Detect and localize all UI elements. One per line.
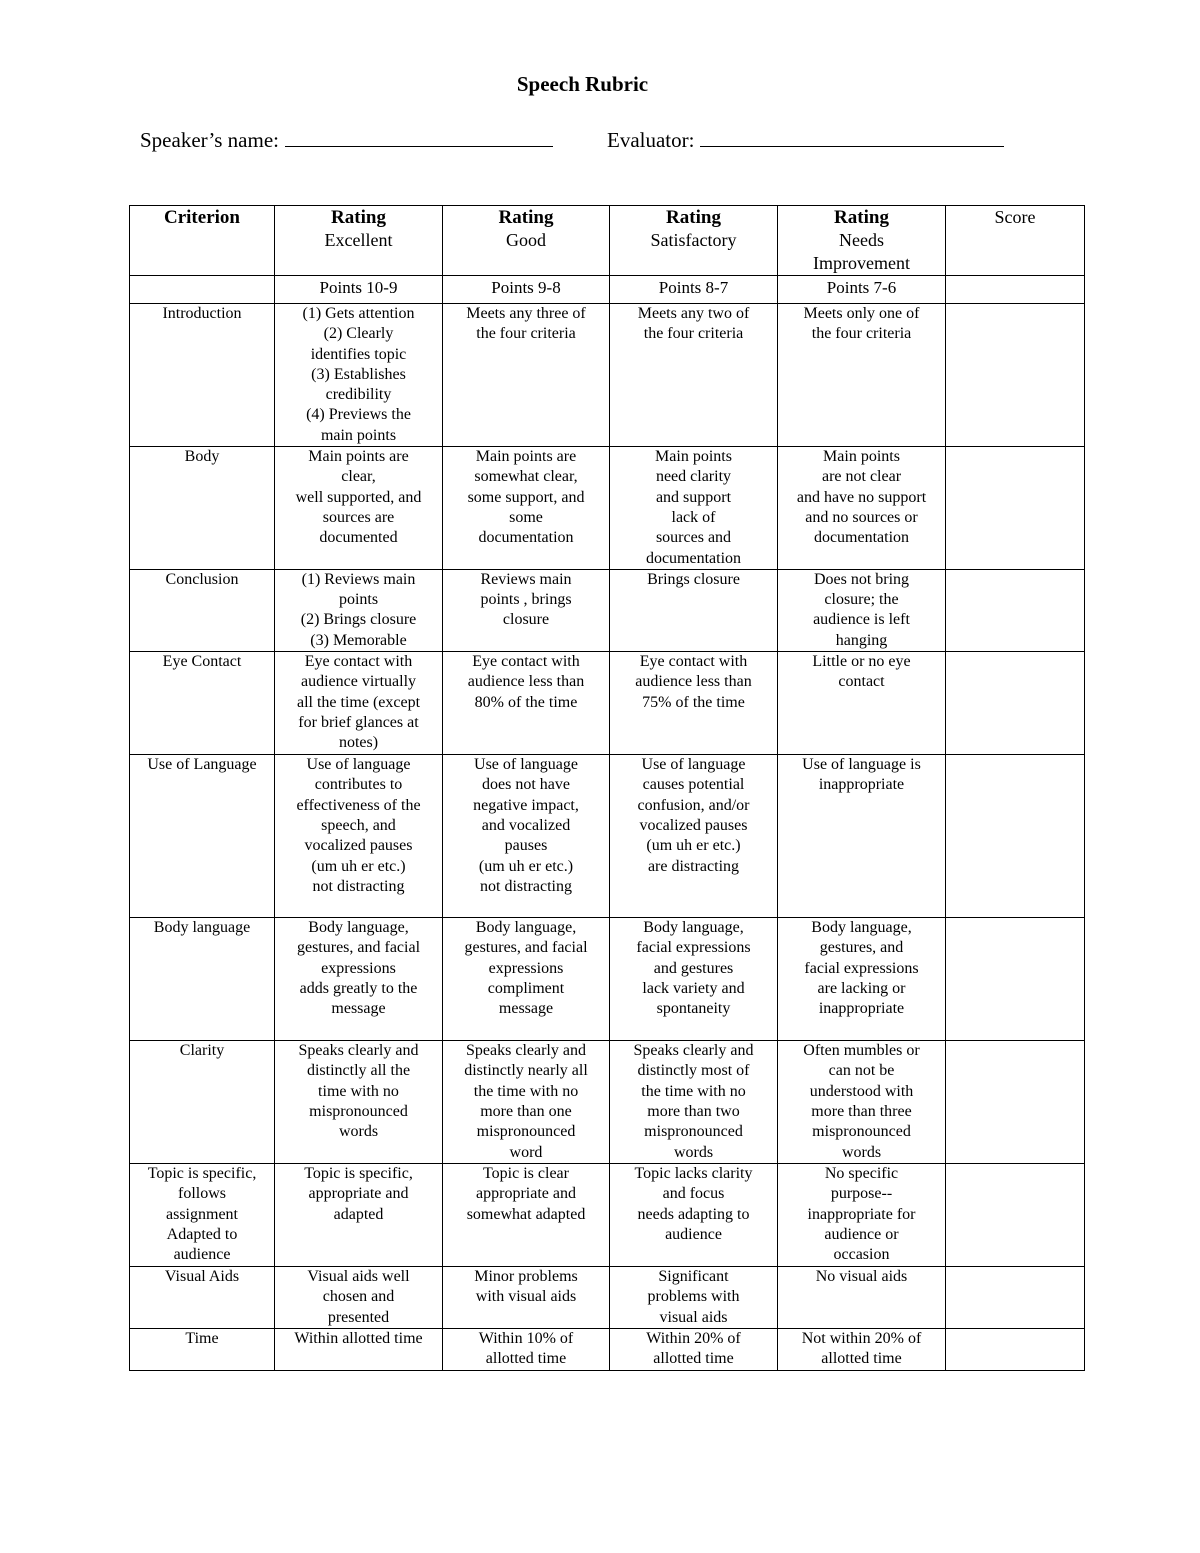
rating-cell-needs-improvement (778, 447, 946, 570)
score-cell[interactable] (946, 1164, 1085, 1267)
rubric-table (129, 205, 1085, 1371)
evaluator-label: Evaluator: (607, 128, 695, 152)
rating-description: Topic is clear appropriate and somewhat adapted (466, 1165, 586, 1223)
rating-cell-satisfactory (610, 918, 778, 1041)
criterion-cell (130, 1267, 275, 1329)
page-title: Speech Rubric (516, 72, 649, 96)
criterion-header: Criterion (130, 206, 275, 276)
rating-description: Body language, gestures, and facial expressions are lacking or inappropriate (804, 919, 919, 1018)
rating-description: No visual aids (815, 1268, 908, 1286)
rubric-row (130, 569, 1085, 651)
criterion-label: Introduction (162, 305, 242, 322)
rating-description: Speaks clearly and distinctly all the time with no mispronounced words (298, 1042, 419, 1141)
criterion-cell (130, 1329, 275, 1371)
criterion-cell (130, 1164, 275, 1267)
criterion-cell (130, 652, 275, 755)
points-blank-cell (130, 276, 275, 304)
criterion-label: Visual Aids (164, 1268, 240, 1286)
rubric-row (130, 755, 1085, 918)
rating-description: Minor problems with visual aids (474, 1268, 578, 1306)
rating-description: No specific purpose-- inappropriate for audience or occasion (807, 1165, 916, 1264)
evaluator-field[interactable] (607, 126, 1004, 153)
criterion-label: Use of Language (147, 756, 257, 774)
points-good: Points 9-8 (443, 276, 610, 304)
rating-cell-needs-improvement (778, 652, 946, 755)
rating-cell-excellent (275, 1041, 443, 1164)
rating-description: Body language, gestures, and facial expressions compliment message (464, 919, 588, 1018)
rubric-row (130, 447, 1085, 570)
rating-cell-good (443, 652, 610, 755)
rating-cell-satisfactory (610, 652, 778, 755)
rating-cell-needs-improvement (778, 1267, 946, 1329)
rating-description: Does not bring closure; the audience is left hanging (813, 570, 910, 649)
rating-cell-satisfactory (610, 447, 778, 570)
rating-cell-needs-improvement (778, 755, 946, 918)
points-row (130, 276, 1085, 304)
rating-cell-excellent (275, 1267, 443, 1329)
rating-description: Eye contact with audience less than 80% of the time (467, 653, 585, 711)
score-cell[interactable] (946, 755, 1085, 918)
rating-cell-good (443, 918, 610, 1041)
criterion-label: Eye Contact (162, 653, 242, 671)
criterion-cell (130, 447, 275, 570)
rating-cell-excellent (275, 918, 443, 1041)
rating-cell-excellent (275, 447, 443, 570)
rating-description: Body language, gestures, and facial expressions adds greatly to the message (296, 919, 421, 1018)
header-row (130, 206, 1085, 276)
score-cell[interactable] (946, 304, 1085, 447)
score-cell[interactable] (946, 1329, 1085, 1371)
rating-cell-satisfactory (610, 304, 778, 447)
rating-header-needs-improvement: Rating Needs Improvement (778, 206, 946, 276)
points-needs-improvement: Points 7-6 (778, 276, 946, 304)
rating-description: Use of language causes potential confusion, and/or vocalized pauses (um uh er etc.) are distracting (637, 756, 750, 875)
rating-cell-needs-improvement (778, 1164, 946, 1267)
rating-description: Within 20% of allotted time (646, 1330, 741, 1368)
rating-description: Significant problems with visual aids (647, 1268, 740, 1326)
rating-header-good: Rating Good (443, 206, 610, 276)
rating-description: Often mumbles or can not be understood with more than three mispronounced words (803, 1042, 920, 1161)
criterion-cell (130, 1041, 275, 1164)
rating-description: Topic lacks clarity and focus needs adapting to audience (634, 1165, 753, 1243)
rating-description: (1) Gets attention (2) Clearly identifies topic (3) Establishes credibility (4) Previews the main points (302, 305, 415, 444)
rating-cell-satisfactory (610, 1164, 778, 1267)
rating-description: Not within 20% of allotted time (801, 1330, 922, 1368)
criterion-label: Conclusion (165, 570, 239, 588)
score-cell[interactable] (946, 918, 1085, 1041)
rating-cell-needs-improvement (778, 304, 946, 447)
rubric-row (130, 1041, 1085, 1164)
score-cell[interactable] (946, 1267, 1085, 1329)
rating-description: Meets only one of the four criteria (803, 305, 920, 343)
criterion-label: Body language (153, 919, 251, 937)
rating-description: Use of language contributes to effectiveness of the speech, and vocalized pauses (um uh er etc.) not distracting (296, 756, 421, 895)
rating-cell-satisfactory (610, 1329, 778, 1371)
rating-description: Main points are not clear and have no support and no sources or documentation (796, 448, 927, 547)
rating-cell-good (443, 304, 610, 447)
points-satisfactory: Points 8-7 (610, 276, 778, 304)
rating-header-excellent: Rating Excellent (275, 206, 443, 276)
rating-description: Visual aids well chosen and presented (307, 1268, 410, 1326)
rating-cell-satisfactory (610, 569, 778, 651)
rubric-row (130, 1267, 1085, 1329)
criterion-cell (130, 569, 275, 651)
rating-description: Main points need clarity and support lack of sources and documentation (645, 448, 742, 567)
rating-cell-good (443, 1164, 610, 1267)
rating-cell-excellent (275, 755, 443, 918)
rating-cell-satisfactory (610, 755, 778, 918)
rating-header-satisfactory: Rating Satisfactory (610, 206, 778, 276)
criterion-label: Clarity (179, 1042, 225, 1060)
speaker-name-label: Speaker’s name: (140, 128, 279, 152)
rating-cell-satisfactory (610, 1041, 778, 1164)
rating-cell-good (443, 447, 610, 570)
rating-cell-good (443, 1267, 610, 1329)
rating-description: Within allotted time (294, 1330, 423, 1348)
rating-description: Speaks clearly and distinctly most of the time with no more than two mispronounced words (633, 1042, 754, 1161)
rating-description: Eye contact with audience less than 75% of the time (635, 653, 752, 711)
rating-cell-good (443, 1329, 610, 1371)
rating-description: Use of language does not have negative impact, and vocalized pauses (um uh er etc.) not distracting (473, 756, 579, 895)
rating-cell-satisfactory (610, 1267, 778, 1329)
rating-cell-excellent (275, 1164, 443, 1267)
evaluator-blank[interactable] (700, 126, 1004, 147)
criterion-cell (130, 918, 275, 1041)
rating-description: Main points are clear, well supported, and sources are documented (295, 448, 422, 547)
criterion-label: Topic is specific, follows assignment Adapted to audience (147, 1165, 257, 1264)
rating-description: Body language, facial expressions and gestures lack variety and spontaneity (636, 919, 751, 1018)
rating-cell-needs-improvement (778, 1041, 946, 1164)
score-cell[interactable] (946, 1041, 1085, 1164)
rating-description: Use of language is inappropriate (802, 756, 921, 794)
score-cell[interactable] (946, 569, 1085, 651)
rating-description: Meets any two of the four criteria (637, 305, 750, 343)
rating-description: Reviews main points , brings closure (480, 570, 572, 629)
score-cell[interactable] (946, 652, 1085, 755)
rating-cell-good (443, 569, 610, 651)
rubric-row (130, 652, 1085, 755)
rubric-row (130, 1164, 1085, 1267)
rating-description: Main points are somewhat clear, some support, and some documentation (467, 448, 585, 547)
rating-description: Meets any three of the four criteria (466, 305, 586, 343)
rating-cell-good (443, 1041, 610, 1164)
score-header: Score (946, 206, 1085, 276)
criterion-cell (130, 304, 275, 447)
rating-description: Eye contact with audience virtually all the time (except for brief glances at notes) (296, 653, 421, 752)
rating-cell-excellent (275, 652, 443, 755)
rating-description: (1) Reviews main points (2) Brings closure (3) Memorable (300, 570, 417, 649)
rating-cell-needs-improvement (778, 1329, 946, 1371)
points-score-blank (946, 276, 1085, 304)
rating-cell-excellent (275, 569, 443, 651)
rating-description: Little or no eye contact (812, 653, 911, 691)
speaker-name-blank[interactable] (285, 126, 553, 147)
rating-cell-good (443, 755, 610, 918)
criterion-label: Time (185, 1330, 219, 1348)
rating-description: Within 10% of allotted time (478, 1330, 574, 1368)
score-cell[interactable] (946, 447, 1085, 570)
rating-cell-excellent (275, 304, 443, 447)
rubric-row (130, 918, 1085, 1041)
rating-cell-excellent (275, 1329, 443, 1371)
rating-description: Topic is specific, appropriate and adapted (304, 1165, 413, 1223)
rating-cell-needs-improvement (778, 918, 946, 1041)
rating-description: Speaks clearly and distinctly nearly all the time with no more than one mispronounced word (464, 1042, 588, 1161)
rubric-row (130, 1329, 1085, 1371)
points-excellent: Points 10-9 (275, 276, 443, 304)
speaker-name-field[interactable] (140, 126, 553, 153)
rating-cell-needs-improvement (778, 569, 946, 651)
criterion-cell (130, 755, 275, 918)
rating-description: Brings closure (647, 570, 740, 588)
rubric-row (130, 304, 1085, 447)
criterion-label: Body (184, 448, 220, 466)
